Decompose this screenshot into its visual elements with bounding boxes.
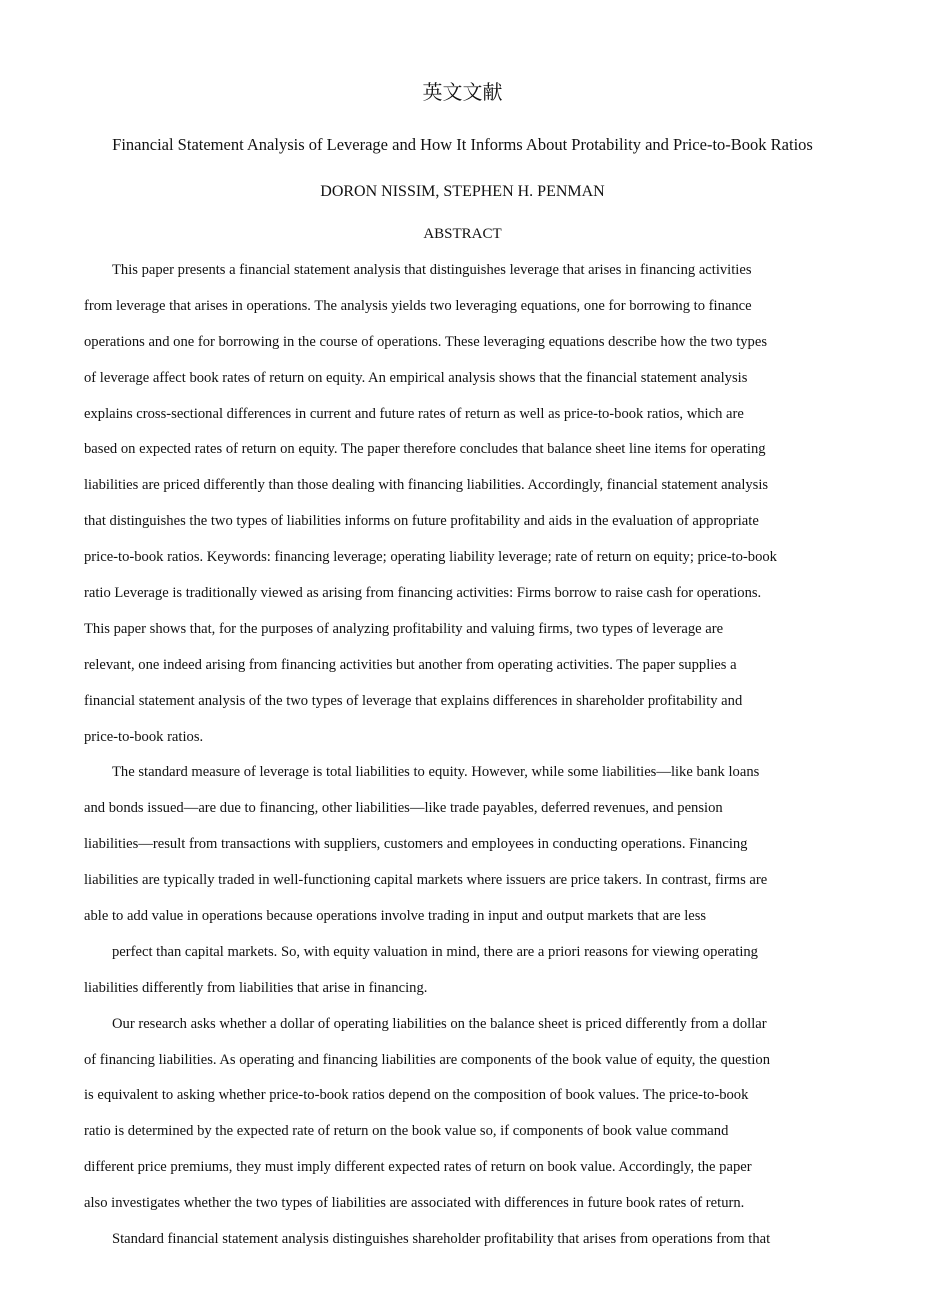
text-line: Standard financial statement analysis distinguishes shareholder profitability that arises from operations from that [112, 1231, 771, 1248]
text-line: from leverage that arises in operations. The analysis yields two leveraging equations, one for borrowing to finance [84, 297, 752, 314]
text-line: operations and one for borrowing in the course of operations. These leveraging equations describe how the two types [84, 333, 768, 350]
text-line: different price premiums, they must imply different expected rates of return on book value. Accordingly, the paper [84, 1159, 752, 1176]
text-line: is equivalent to asking whether price-to-book ratios depend on the composition of book values. The price-to-book [84, 1087, 749, 1104]
text-line: liabilities differently from liabilities that arise in financing. [84, 979, 428, 996]
abstract-heading: ABSTRACT [423, 226, 502, 242]
text-line: and bonds issued—are due to financing, other liabilities—like trade payables, deferred revenues, and pension [84, 800, 723, 817]
text-line: liabilities are priced differently than those dealing with financing liabilities. Accordingly, financial statement analysis [84, 477, 769, 494]
text-line: liabilities are typically traded in well-functioning capital markets where issuers are price takers. In contrast, firms are [84, 872, 768, 889]
text-line: able to add value in operations because operations involve trading in input and output markets that are less [84, 908, 707, 925]
text-line: This paper shows that, for the purposes of analyzing profitability and valuing firms, two types of leverage are [84, 620, 724, 637]
text-line: price-to-book ratios. Keywords: financing leverage; operating liability leverage; rate of return on equity; price-to-book [84, 549, 777, 566]
body-text [84, 258, 854, 1263]
paper-authors: DORON NISSIM, STEPHEN H. PENMAN [320, 183, 605, 200]
text-line: relevant, one indeed arising from financing activities but another from operating activities. The paper supplies a [84, 656, 737, 673]
text-line: of financing liabilities. As operating and financing liabilities are components of the book value of equity, the question [84, 1051, 771, 1068]
text-line: price-to-book ratios. [84, 728, 204, 745]
text-line: ratio is determined by the expected rate of return on the book value so, if components of book value command [84, 1123, 729, 1140]
text-line: ratio Leverage is traditionally viewed as arising from financing activities: Firms borrow to raise cash for operations. [84, 585, 762, 602]
text-line: liabilities—result from transactions with suppliers, customers and employees in conducting operations. Financing [84, 836, 748, 853]
text-line: of leverage affect book rates of return on equity. An empirical analysis shows that the financial statement analysis [84, 369, 748, 386]
text-line: that distinguishes the two types of liabilities informs on future profitability and aids in the evaluation of appropriate [84, 513, 759, 530]
paper-title: Financial Statement Analysis of Leverage and How It Informs About Protability and Price-to-Book Ratios [112, 135, 813, 154]
text-line: This paper presents a financial statement analysis that distinguishes leverage that arises in financing activities [112, 262, 752, 278]
text-line: The standard measure of leverage is total liabilities to equity. However, while some liabilities—like bank loans [112, 764, 760, 781]
text-line: explains cross-sectional differences in current and future rates of return as well as price-to-book ratios, which are [84, 405, 744, 422]
text-line: Our research asks whether a dollar of operating liabilities on the balance sheet is priced differently from a dollar [112, 1015, 767, 1032]
chinese-title: 英文文献 [422, 80, 503, 104]
text-line: perfect than capital markets. So, with equity valuation in mind, there are a priori reasons for viewing operating [112, 943, 758, 960]
text-line: based on expected rates of return on equity. The paper therefore concludes that balance sheet line items for operating [84, 441, 766, 458]
text-line: financial statement analysis of the two types of leverage that explains differences in shareholder profitability and [84, 692, 743, 709]
text-line: also investigates whether the two types of liabilities are associated with differences in future book rates of return. [84, 1195, 745, 1212]
